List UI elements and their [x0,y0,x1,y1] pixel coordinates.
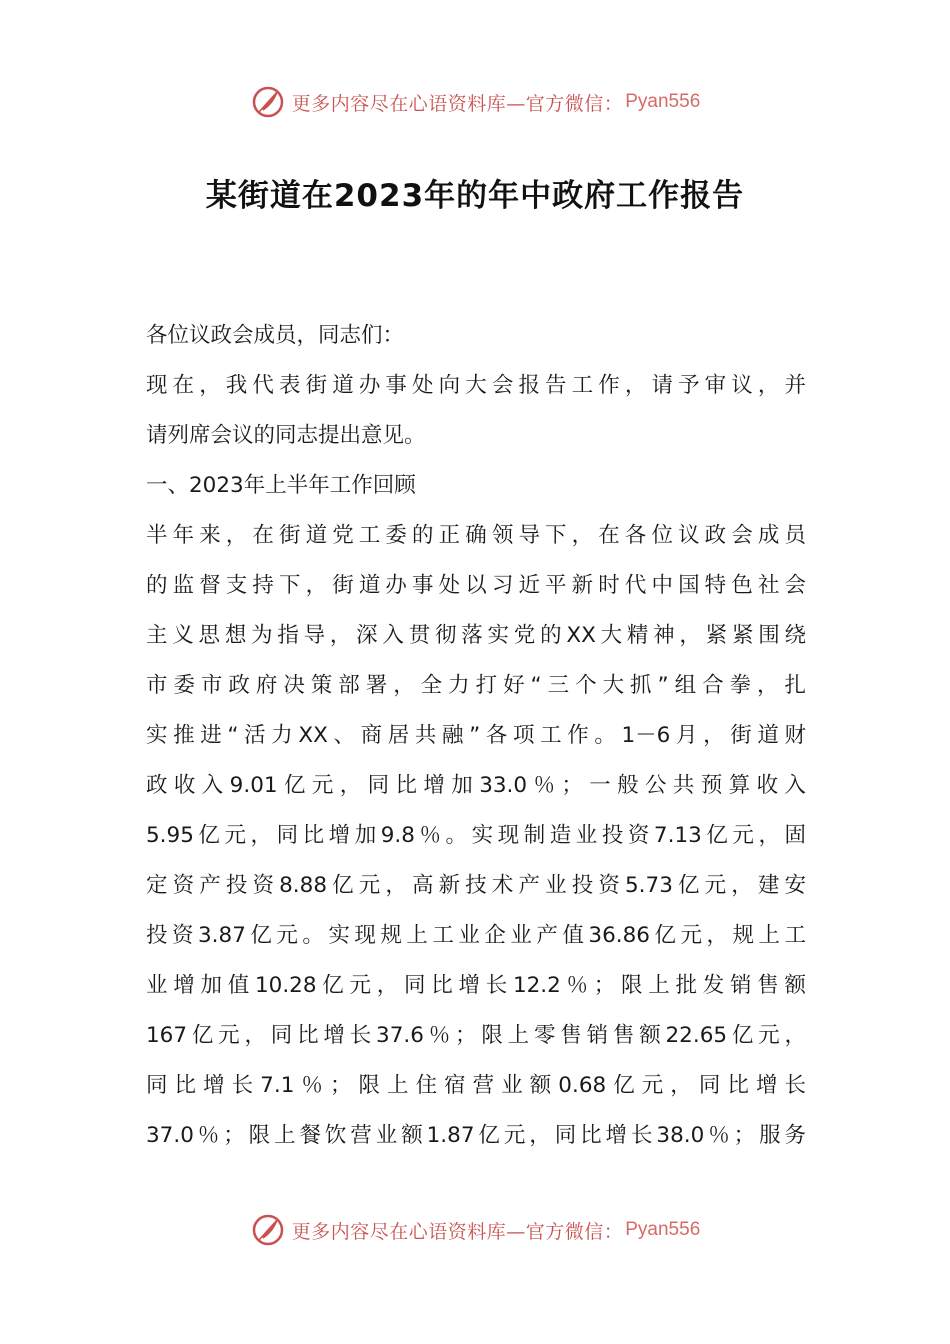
body-line: 定资产投资8.88亿元，高新技术产业投资5.73亿元，建安 [146,873,806,898]
banner-text: 更多内容尽在心语资料库—官方微信： [291,1220,624,1243]
body-line: 同比增长7.1％；限上住宿营业额0.68亿元，同比增长 [146,1073,806,1098]
document-title: 某街道在2023年的年中政府工作报告 [205,178,745,214]
body-line: 37.0％；限上餐饮营业额1.87亿元，同比增长38.0％；服务 [146,1123,806,1148]
body-line: 现在，我代表街道办事处向大会报告工作，请予审议，并 [146,373,806,398]
header-banner [0,82,950,122]
banner-wechat-id: Pyan556 [625,91,701,112]
body-line: 的监督支持下，街道办事处以习近平新时代中国特色社会 [146,573,806,598]
body-line: 各位议政会成员，同志们： [146,323,405,348]
body-line: 实推进“活力XX、商居共融”各项工作。1－6月，街道财 [146,723,806,748]
body-line: 市委市政府决策部署，全力打好“三个大抓”组合拳，扎 [146,673,806,698]
banner-text: 更多内容尽在心语资料库—官方微信： [291,92,624,115]
body-line: 政收入9.01亿元，同比增加33.0％；一般公共预算收入 [146,773,806,798]
section-heading: 一、2023年上半年工作回顾 [146,473,416,498]
banner-wechat-id: Pyan556 [625,1219,701,1240]
body-line: 167亿元，同比增长37.6％；限上零售销售额22.65亿元， [146,1023,806,1048]
body-line: 5.95亿元，同比增加9.8％。实现制造业投资7.13亿元，固 [146,823,806,848]
body-line: 业增加值10.28亿元，同比增长12.2％；限上批发销售额 [146,973,806,998]
body-line: 投资3.87亿元。实现规上工业企业产值36.86亿元，规上工 [146,923,806,948]
footer-banner [0,1210,950,1250]
quill-logo-icon [250,84,286,120]
body-line: 主义思想为指导，深入贯彻落实党的XX大精神，紧紧围绕 [146,623,806,648]
body-line: 半年来，在街道党工委的正确领导下，在各位议政会成员 [146,523,806,548]
body-line: 请列席会议的同志提出意见。 [146,423,426,448]
quill-logo-icon [250,1212,286,1248]
document-body [146,318,806,1168]
